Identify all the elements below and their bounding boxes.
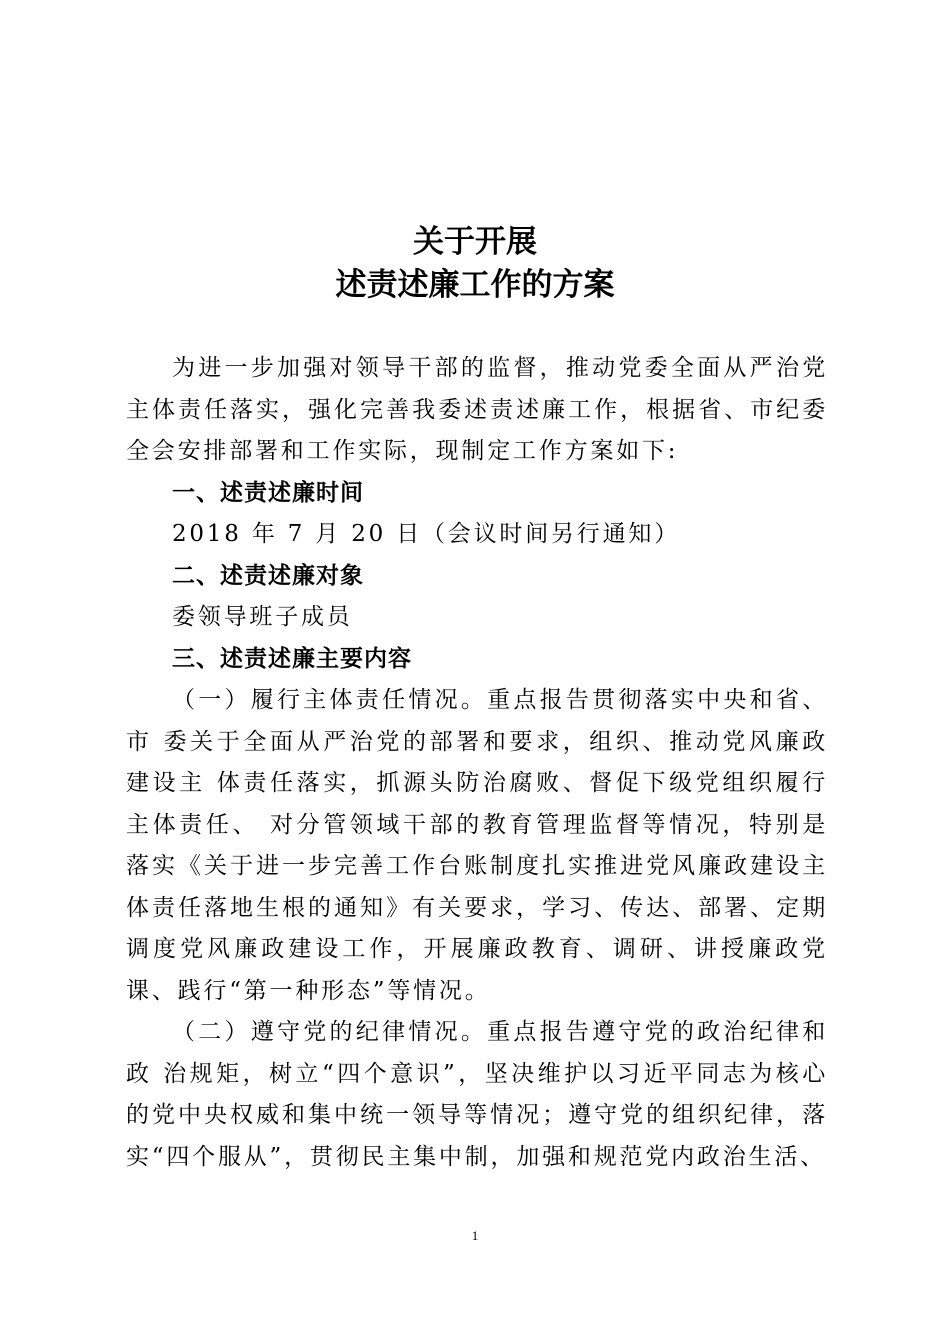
document-title-line-2: 述责述廉工作的方案 — [335, 267, 615, 303]
section-heading-time: 一、述责述廉时间 — [172, 479, 364, 506]
content-item-2: （二）遵守党的纪律情况。重点报告遵守党的政治纪律和政 治规矩，树立“四个意识”，坚决维护以习近平同志为核心的党中央权威和集中统一领导等情况；遵守党的组织纪律，落实“四个服从”，贯彻民主集中制，加强和规范党内政治生活、 — [126, 1019, 828, 1170]
intro-paragraph: 为进一步加强对领导干部的监督，推动党委全面从严治党主体责任落实，强化完善我委述责述廉工作，根据省、市纪委全会安排部署和工作实际，现制定工作方案如下: — [126, 355, 828, 464]
document-title-line-1: 关于开展 — [413, 224, 537, 260]
section-text-target: 委领导班子成员 — [172, 604, 353, 630]
document-body — [126, 348, 828, 1178]
section-heading-content: 三、述责述廉主要内容 — [172, 645, 412, 672]
section-heading-target: 二、述责述廉对象 — [172, 562, 364, 589]
content-item-1: （一）履行主体责任情况。重点报告贯彻落实中央和省、市 委关于全面从严治党的部署和要求，组织、推动党风廉政建设主 体责任落实，抓源头防治腐败、督促下级党组织履行主体责任、 对分管领域干部的教育管理监督等情况，特别是落实《关于进一步完善工作台账制度扎实推进党风廉政建设主体责任落地生根的通知》有关要求，学习、传达、部署、定期调度党风廉政建设工作，开展廉政教育、调研、讲授廉政党课、践行“第一种形态”等情况。 — [126, 687, 828, 1004]
section-text-time: 2018 年 7 月 20 日（会议时间另行通知） — [172, 521, 680, 547]
page-number: 1 — [471, 1228, 479, 1243]
